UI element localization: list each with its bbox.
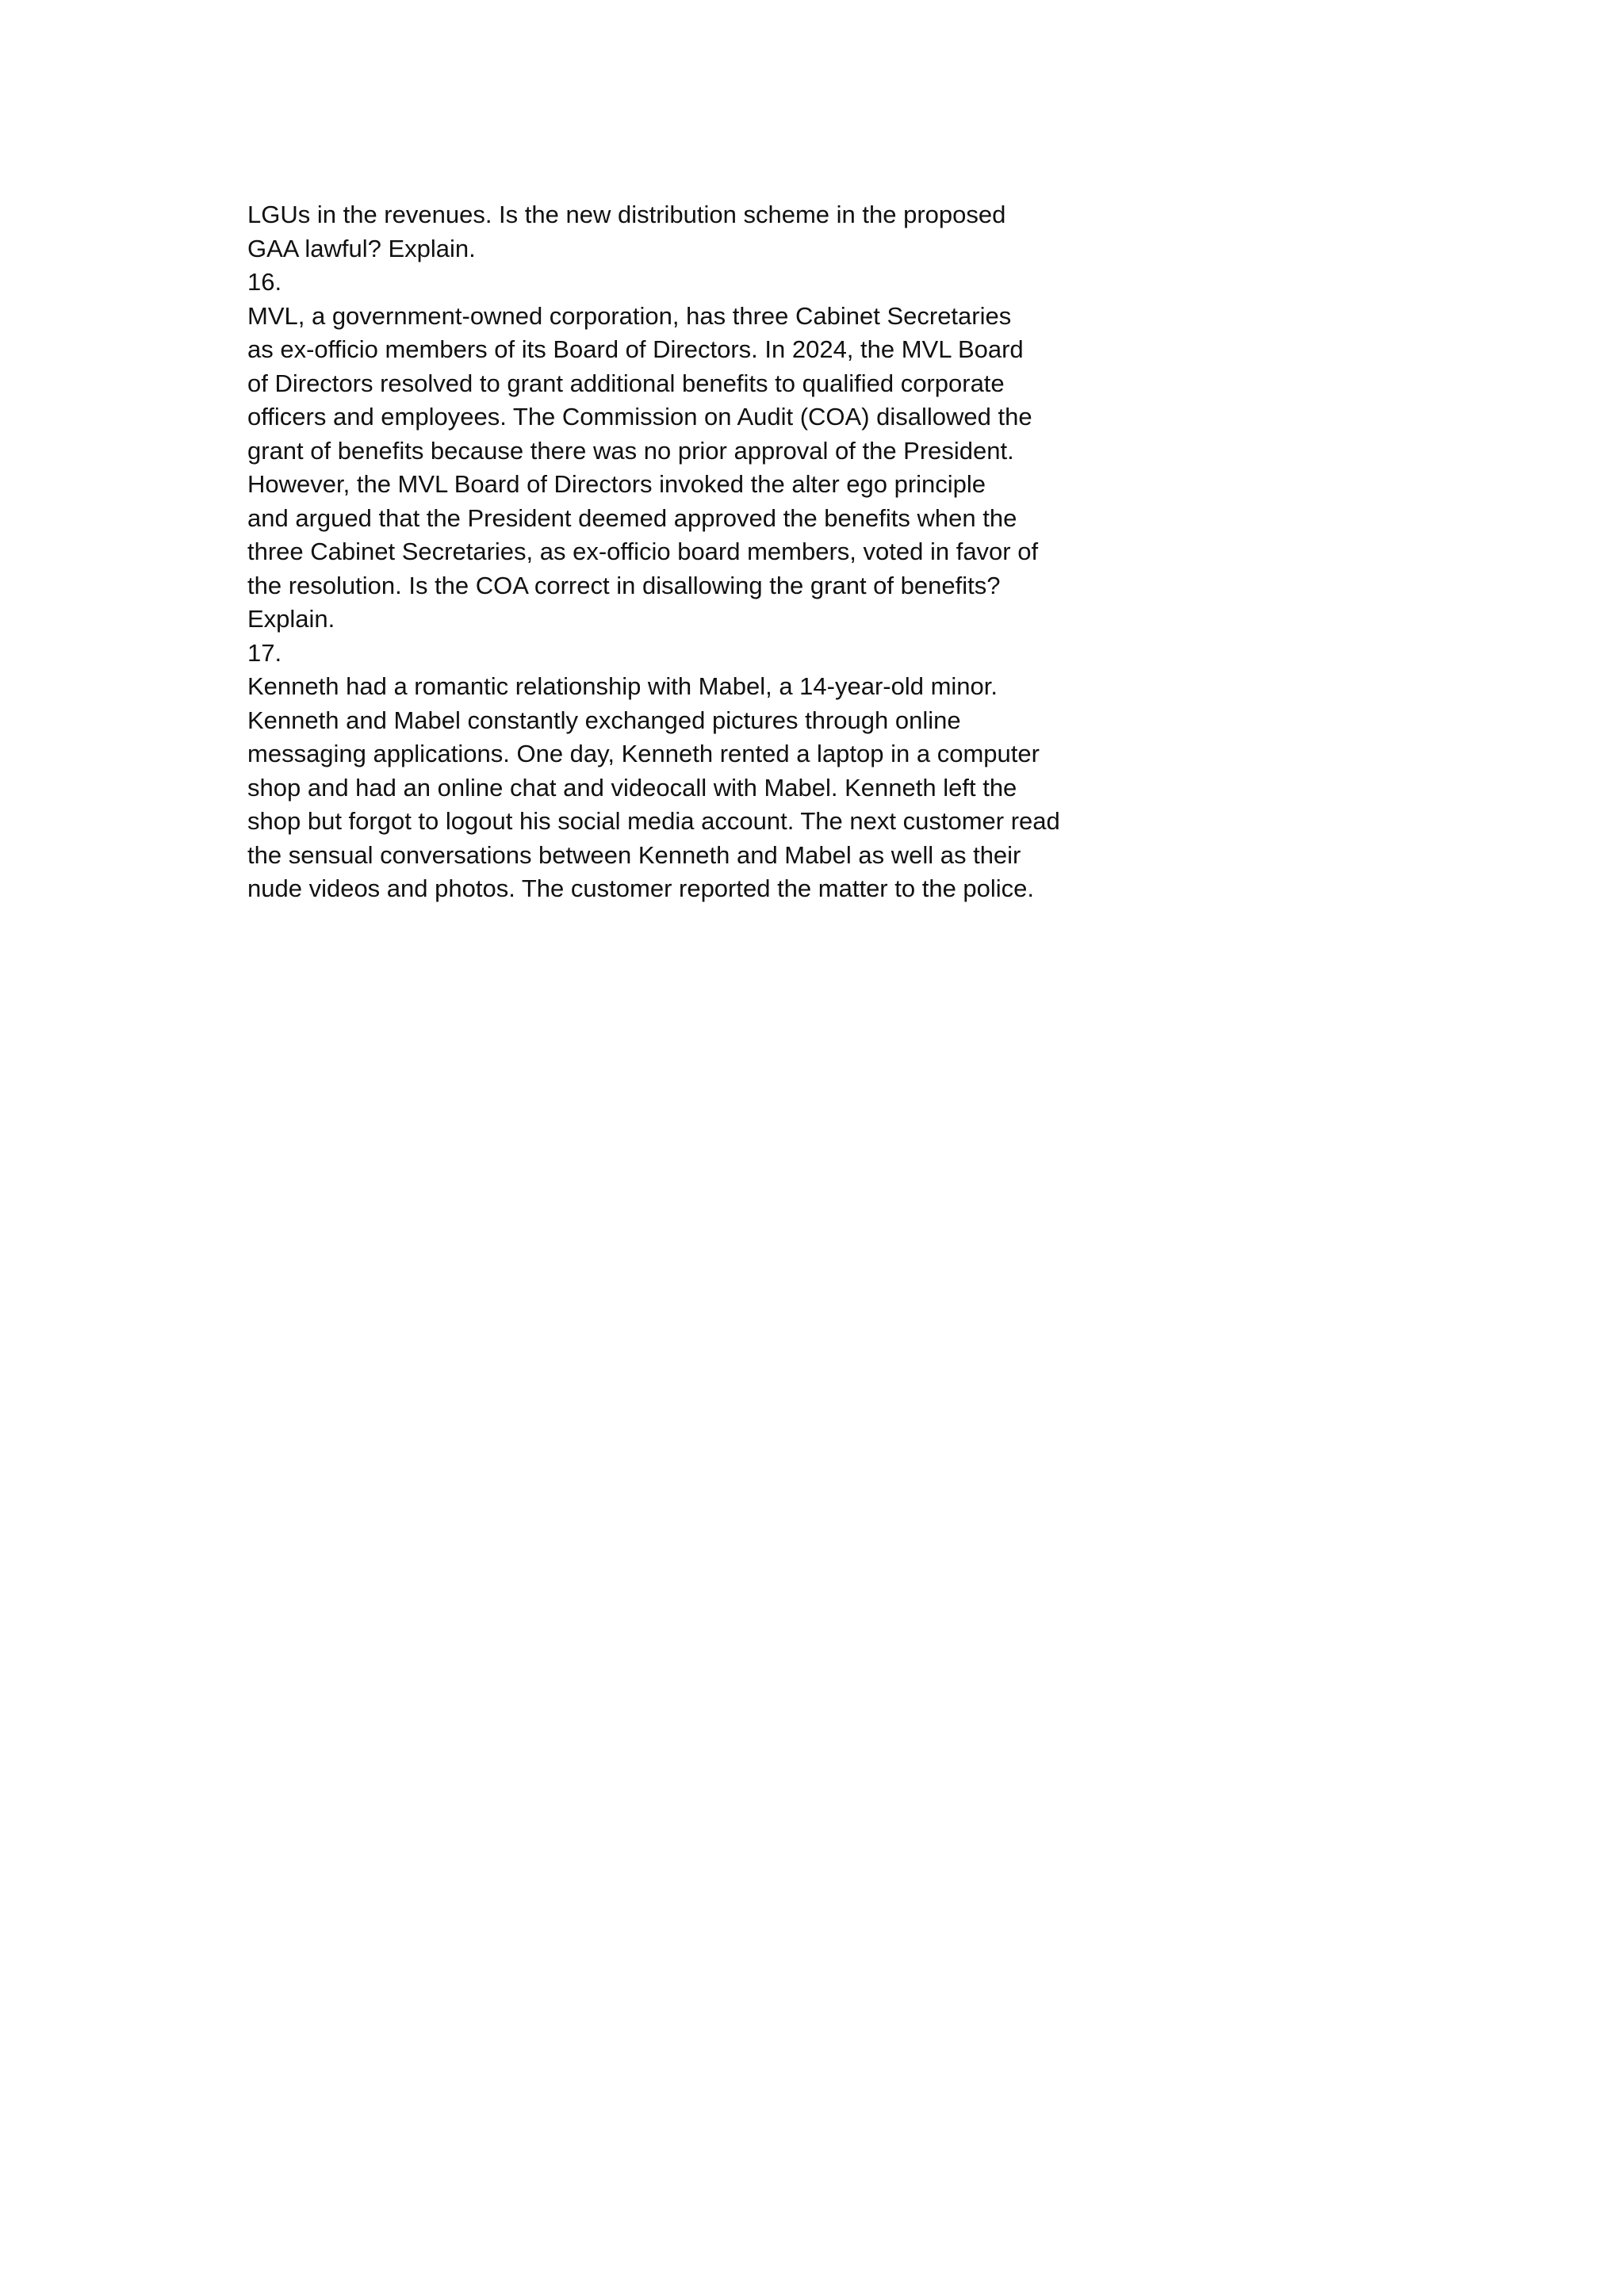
text-line: three Cabinet Secretaries, as ex-officio board members, voted in favor of — [247, 538, 1039, 565]
text-line: shop but forgot to logout his social media account. The next customer read — [247, 807, 1060, 835]
text-line: officers and employees. The Commission on Audit (COA) disallowed the — [247, 403, 1032, 430]
text-line: the sensual conversations between Kenneth and Mabel as well as their — [247, 840, 1021, 869]
text-line: the resolution. Is the COA correct in disallowing the grant of benefits? — [247, 571, 1001, 599]
text-line: as ex-officio members of its Board of Directors. In 2024, the MVL Board — [247, 335, 1024, 363]
text-line: and argued that the President deemed approved the benefits when the — [247, 503, 1017, 532]
text-line: Explain. — [247, 605, 335, 633]
text-line: Kenneth and Mabel constantly exchanged pictures through online — [247, 706, 961, 734]
text-line: messaging applications. One day, Kenneth rented a laptop in a computer — [247, 740, 1040, 767]
item-number: 16. — [247, 268, 282, 296]
text-line: nude videos and photos. The customer reported the matter to the police. — [247, 874, 1035, 902]
document-text — [247, 198, 1167, 906]
text-line: However, the MVL Board of Directors invoked the alter ego principle — [247, 470, 986, 498]
text-line: LGUs in the revenues. Is the new distribution scheme in the proposed — [247, 201, 1006, 228]
text-line: Kenneth had a romantic relationship with Mabel, a 14-year-old minor. — [247, 672, 998, 700]
text-line: shop and had an online chat and videocall with Mabel. Kenneth left the — [247, 773, 1017, 802]
item-number: 17. — [247, 638, 282, 667]
text-line: MVL, a government-owned corporation, has three Cabinet Secretaries — [247, 301, 1012, 330]
text-line: GAA lawful? Explain. — [247, 234, 476, 262]
text-line: of Directors resolved to grant additional benefits to qualified corporate — [247, 369, 1005, 397]
text-line: grant of benefits because there was no prior approval of the President. — [247, 436, 1014, 465]
